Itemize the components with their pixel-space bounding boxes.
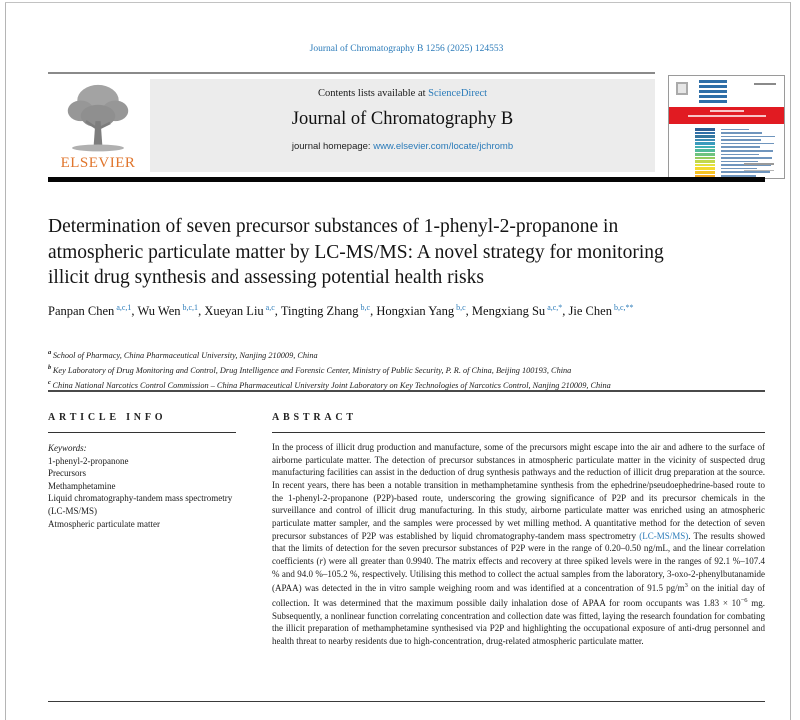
elsevier-wordmark: ELSEVIER bbox=[60, 155, 136, 171]
author-name: Panpan Chen bbox=[48, 304, 115, 319]
cover-banner-text-placeholder bbox=[710, 110, 744, 112]
author-name: Tingting Zhang bbox=[280, 304, 359, 319]
author-affiliation-marker: b,c bbox=[454, 303, 466, 312]
author-affiliation-marker: a,c bbox=[263, 303, 275, 312]
abstract-heading: ABSTRACT bbox=[272, 412, 357, 423]
page-bottom-rule bbox=[48, 701, 765, 702]
page-edge-left bbox=[5, 2, 6, 720]
cover-footer-text-placeholder bbox=[744, 163, 774, 171]
sciencedirect-link[interactable]: ScienceDirect bbox=[428, 88, 488, 99]
journal-citation: Journal of Chromatography B 1256 (2025) 124553 bbox=[309, 44, 504, 54]
contents-line bbox=[150, 88, 655, 99]
header-black-bar bbox=[48, 177, 765, 182]
page-edge-right bbox=[790, 2, 791, 720]
author-affiliation-marker: a,c,1 bbox=[114, 303, 132, 312]
journal-header-box bbox=[150, 79, 655, 172]
author-list: Panpan Chen $^{a,c,1}$, Wu Wen $^{b,c,1}$, Xueyan Liu $^{a,c}$, Tingting Zhang $^{b,c}$, Hongxian Yang $^{b,c}$, Mengxiang Su $^{a,c,*}$, Jie Chen $^{b,c,**}$ bbox=[48, 303, 634, 319]
keyword-list bbox=[48, 455, 238, 531]
keyword-item: Methamphetamine bbox=[48, 480, 116, 491]
cover-red-banner bbox=[669, 107, 784, 124]
keyword-item: Atmospheric particulate matter bbox=[48, 518, 160, 529]
cover-crest-icon bbox=[676, 82, 688, 95]
journal-title: Journal of Chromatography B bbox=[291, 109, 514, 129]
keyword-item: Precursors bbox=[48, 468, 86, 479]
homepage-link[interactable]: www.elsevier.com/locate/jchromb bbox=[373, 141, 514, 152]
article-info-heading: ARTICLE INFO bbox=[48, 412, 167, 423]
cover-top-stripes bbox=[699, 80, 727, 105]
affiliation-line: $^b$ Key Laboratory of Drug Monitoring and Control, Drug Intelligence and Forensic Center, Ministry of Public Security, P. R. of China, Beijing 100193, China bbox=[48, 364, 572, 375]
author-affiliation-marker: b,c,** bbox=[611, 303, 634, 312]
affiliation-line: $^a$ School of Pharmacy, China Pharmaceutical University, Nanjing 210009, China bbox=[48, 349, 318, 360]
author-name: Jie Chen bbox=[568, 304, 612, 319]
article-info-column bbox=[48, 412, 238, 530]
section-divider-rule bbox=[48, 390, 765, 392]
keyword-item: Liquid chromatography-tandem mass spectrometry (LC-MS/MS) bbox=[48, 493, 233, 516]
affiliation-list bbox=[48, 347, 765, 392]
cover-banner-text-placeholder bbox=[688, 115, 766, 117]
author-name: Wu Wen bbox=[137, 304, 181, 319]
article-title: Determination of seven precursor substances of 1-phenyl-2-propanone in atmospheric particulate matter by LC-MS/MS: A novel strategy for monitoring illicit drug synthesis and assessing potential health risks bbox=[48, 216, 664, 288]
elsevier-logo bbox=[48, 78, 148, 176]
author-name: Xueyan Liu bbox=[204, 304, 264, 319]
contents-prefix: Contents lists available at bbox=[317, 88, 429, 99]
header-top-rule bbox=[48, 72, 655, 74]
abstract-text: In the process of illicit drug production and manufacture, some of the precursors might escape into the air and adhere to the surface of airborne particulate matter. The detection of precursor substances in atmospheric particulate matter in the vicinity of suspected drug manufacturing facilities can assist in the deduction of drug synthesis pathways and the reduction of illicit drug preparation at the source. In recent years, there has been a notable transition in methamphetamine synthesis from the ephedrine/pseudoephedrine-based route to the 1-phenyl-2-propanone (P2P)-based route, underscoring the growing significance of P2P and its precursor chemicals in the surveillance and control of illicit drug manufacturing. In this study, airborne particulate matter was enriched using an atmospheric particulate matter sampler, and the samples were processed by wet milling method. A quantitative method for the detection of seven precursor substances of P2P was established by liquid chromatography-tandem mass spectrometry (LC-MS/MS). The results showed that the limits of detection for the seven precursor substances of P2P were in the range of 0.20–0.50 ng/mL, and the linear correlation coefficients (r) were all greater than 0.9940. The matrix effects and recovery at three spiked levels were in the ranges of 92.1 %–107.4 % and 94.0 %–105.2 %, respectively. Utilising this method to collect the actual samples from the laboratory, 3-oxo-2-phenylbutanamide (APAA) was detected in the in vitro sample weighing room and was identified at a concentration of 91.5 $pg/m^3$ on the initial day of collection. It was determined that the maximum possible daily inhalation dose of APAA for room occupants was $1.83 \times 10^{-6}$ mg. Subsequently, a nonlinear function correlating concentration and collection date was fitted, laying the research foundation for combating the illicit preparation of methamphetamine synthesised via P2P and highlighting the occupational exposure of anti-drug personnel and health threat to nearby residents due to high-concentration, drug-related atmospheric particulate matter. bbox=[272, 442, 766, 646]
affiliation-line: $^c$ China National Narcotics Control Commission – China Pharmaceutical University Joint Laboratory on Key Technologies of Narcotics Control, Nanjing 210009, China bbox=[48, 379, 611, 390]
author-affiliation-marker: b,c bbox=[358, 303, 371, 312]
author-name: Hongxian Yang bbox=[376, 304, 455, 319]
abstract-inline-link[interactable]: (LC-MS/MS) bbox=[639, 530, 689, 541]
abstract-column bbox=[272, 412, 765, 648]
homepage-line bbox=[150, 141, 655, 152]
author-affiliation-marker: b,c,1 bbox=[180, 303, 199, 312]
author-affiliation-marker: a,c,* bbox=[545, 303, 563, 312]
abstract-rule bbox=[272, 432, 765, 433]
cover-issue-text-placeholder bbox=[754, 83, 776, 85]
journal-cover-thumbnail bbox=[668, 75, 785, 179]
homepage-prefix: journal homepage: bbox=[291, 141, 374, 152]
keywords-label: Keywords: bbox=[48, 443, 87, 453]
page-edge-top bbox=[5, 2, 790, 3]
article-info-rule bbox=[48, 432, 236, 433]
elsevier-tree-icon bbox=[54, 78, 142, 154]
author-name: Mengxiang Su bbox=[471, 304, 546, 319]
keyword-item: 1-phenyl-2-propanone bbox=[48, 455, 129, 466]
